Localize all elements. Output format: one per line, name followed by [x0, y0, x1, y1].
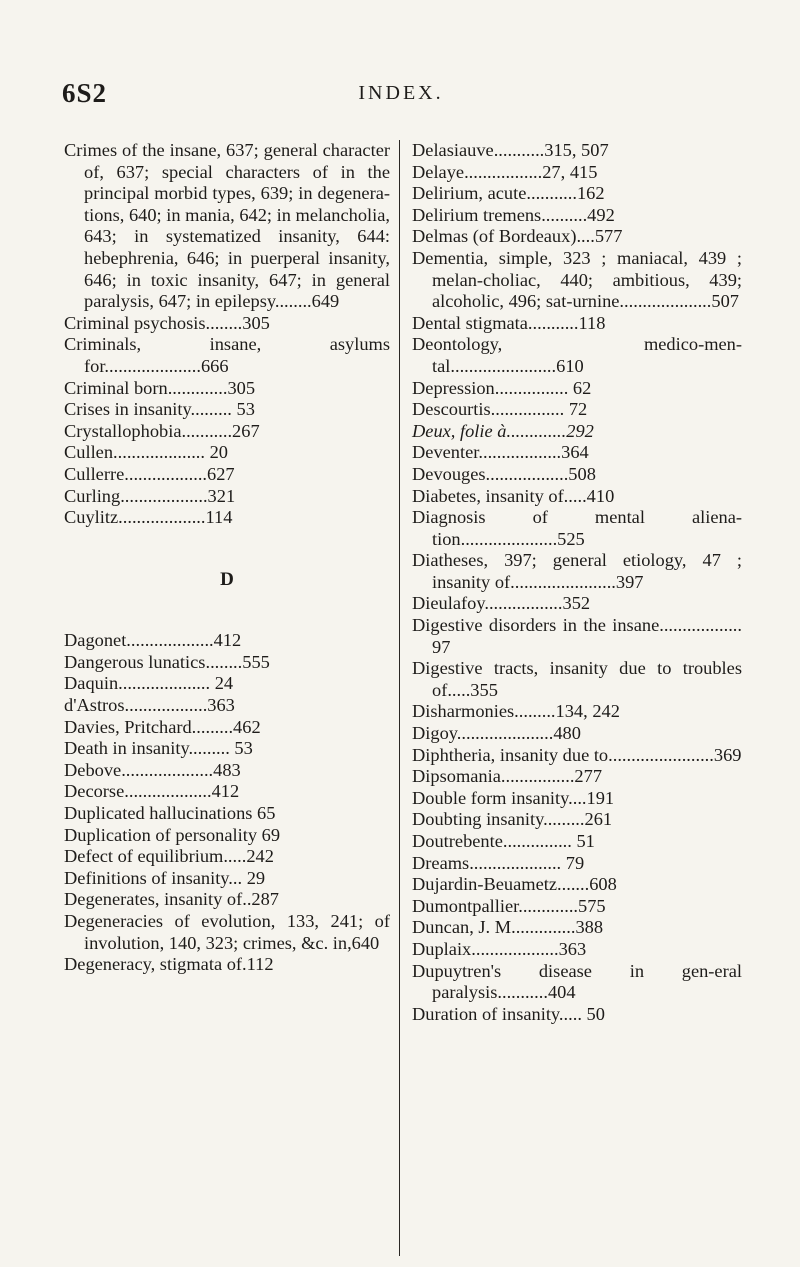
index-entry: Deventer..................364 [412, 442, 589, 463]
index-entry: Delmas (of Bordeaux)....577 [412, 226, 623, 247]
index-entry: Doutrebente............... 51 [412, 831, 595, 851]
index-entry: Decorse...................412 [64, 781, 240, 802]
index-entry: Delasiauve...........315, 507 [412, 140, 609, 160]
index-entry: Degeneracy, stigmata of.112 [64, 954, 274, 975]
index-entry: Cuylitz...................114 [64, 507, 233, 528]
index-entry: Dieulafoy.................352 [412, 593, 591, 614]
section-letter: D [220, 568, 234, 590]
index-entry: Digestive disorders in the insane.................. 97 [412, 615, 742, 657]
index-entry: Dumontpallier.............575 [412, 895, 606, 916]
index-entry: Duration of insanity..... 50 [412, 1003, 605, 1024]
index-entry: Degeneracies of evolution, 133, 241; of involution, 140, 323; crimes, &c. in,640 [64, 911, 390, 953]
index-entry: d'Astros..................363 [64, 695, 235, 716]
index-entry: Dipsomania................277 [412, 766, 603, 787]
index-entry: Debove....................483 [64, 759, 241, 780]
index-entry: Davies, Pritchard.........462 [64, 716, 261, 737]
index-entry: Crystallophobia...........267 [64, 420, 260, 441]
index-entry: Dagonet...................412 [64, 630, 242, 651]
index-entry: Deux, folie à.............292 [412, 420, 594, 441]
index-entry: Duncan, J. M..............388 [412, 917, 604, 938]
index-entry: Criminal born.............305 [64, 377, 256, 398]
index-entry: Dupuytren's disease in gen-eral paralysis...........404 [412, 960, 742, 1003]
index-entry: Definitions of insanity... 29 [64, 867, 266, 888]
index-entry: Dujardin-Beuametz.......608 [412, 874, 617, 895]
index-entry: Delirium tremens..........492 [412, 204, 615, 225]
index-entry: Dementia, simple, 323 ; maniacal, 439 ; melan-choliac, 440; ambitious, 439; alcoholic, 496; sat-urnine....................507 [412, 247, 742, 312]
index-entry: Criminals, insane, asylums for.....................666 [64, 334, 390, 376]
index-entry: Crimes of the insane, 637; general character of, 637; special characters of in the principal morbid types, 639; in degenera-tions, 640; in mania, 642; in melancholia, 643; in systematized insanity, 644: hebephrenia, 646; in puerperal insanity, 646; in toxic insanity, 647; in general paralysis, 647; in epilepsy........649 [64, 140, 390, 312]
index-entry: Delaye.................27, 415 [412, 161, 598, 182]
index-entry: Criminal psychosis........305 [64, 312, 270, 333]
index-entry: Degenerates, insanity of..287 [64, 889, 280, 910]
index-entry: Depression................ 62 [412, 377, 592, 398]
running-title: INDEX. [358, 82, 444, 104]
index-entry: Cullerre..................627 [64, 463, 235, 484]
right-column [412, 140, 742, 1025]
index-entry: Dangerous lunatics........555 [64, 651, 270, 672]
index-entry: Curling...................321 [64, 485, 236, 506]
index-entry: Cullen.................... 20 [64, 442, 228, 463]
page-number: 6S2 [62, 78, 108, 108]
index-entry: Devouges..................508 [412, 463, 596, 484]
index-entry: Delirium, acute...........162 [412, 183, 605, 204]
index-entry: Diatheses, 397; general etiology, 47 ; insanity of.......................397 [412, 550, 742, 592]
index-entry: Digoy.....................480 [412, 723, 581, 744]
index-entry: Duplaix...................363 [412, 938, 587, 959]
index-entry: Duplication of personality 69 [64, 824, 281, 845]
left-column [64, 140, 390, 976]
index-entry: Disharmonies.........134, 242 [412, 701, 620, 722]
index-entry: Duplicated hallucinations 65 [64, 803, 276, 824]
index-entry: Defect of equilibrium.....242 [64, 846, 274, 867]
page-header [62, 78, 740, 108]
index-entry: Crises in insanity......... 53 [64, 399, 255, 420]
column-divider [399, 140, 400, 1256]
index-entry: Death in insanity......... 53 [64, 738, 253, 759]
index-entry: Diagnosis of mental aliena-tion.....................525 [412, 507, 742, 549]
index-entry: Diphtheria, insanity due to.......................369 [412, 744, 742, 765]
index-entry: Deontology, medico-men-tal.......................610 [412, 334, 742, 376]
index-entry: Dental stigmata...........118 [412, 312, 606, 333]
index-entry: Daquin.................... 24 [64, 673, 234, 694]
index-entry: Dreams.................... 79 [412, 852, 585, 873]
index-entry: Descourtis................ 72 [412, 399, 588, 420]
index-entry: Doubting insanity.........261 [412, 809, 613, 830]
index-entry: Digestive tracts, insanity due to troubles of.....355 [412, 658, 742, 700]
index-entry: Double form insanity....191 [412, 787, 615, 808]
index-entry: Diabetes, insanity of.....410 [412, 485, 615, 506]
